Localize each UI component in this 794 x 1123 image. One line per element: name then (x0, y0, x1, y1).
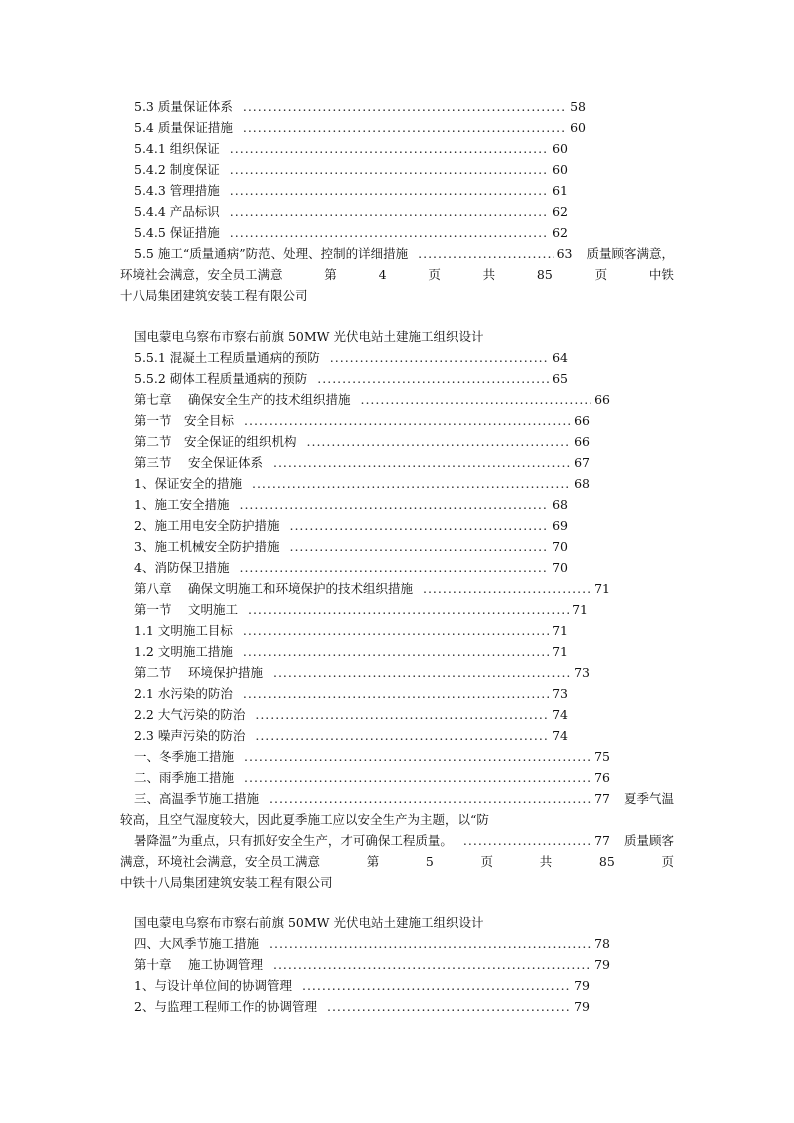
footer-word: 页 (594, 267, 608, 282)
toc-page: 70 (552, 539, 568, 554)
toc-page: 71 (552, 623, 568, 638)
toc-page: 62 (552, 225, 568, 240)
toc-page: 68 (574, 476, 590, 491)
toc-entry (134, 706, 568, 724)
toc-label: 第二节 安全保证的组织机构 (134, 434, 297, 449)
toc-page: 79 (574, 978, 590, 993)
toc-page: 66 (574, 413, 590, 428)
toc-page: 66 (594, 392, 610, 407)
toc-entry (134, 475, 590, 493)
running-footer-text: 质量顾客 (623, 833, 674, 848)
footer-company-start: 中铁 (648, 267, 674, 282)
toc-entry (134, 224, 568, 242)
toc-label: 第二节 环境保护措施 (134, 665, 263, 680)
toc-label: 5.4.2 制度保证 (134, 162, 220, 177)
toc-entry (134, 119, 586, 137)
toc-leader (244, 769, 591, 787)
toc-entry (134, 161, 568, 179)
toc-label: 1.1 文明施工目标 (134, 623, 233, 638)
toc-leader (239, 496, 549, 514)
toc-label: 1、施工安全措施 (134, 497, 230, 512)
toc-entry (134, 685, 568, 703)
toc-label: 5.5.1 混凝土工程质量通病的预防 (134, 350, 320, 365)
toc-entry (134, 664, 590, 682)
toc-label: 暑降温”为重点，只有抓好安全生产，才可确保工程质量。 (134, 833, 453, 848)
page-header: 国电蒙电乌察布市察右前旗 50MW 光伏电站土建施工组织设计 (134, 329, 484, 344)
toc-label: 2.3 噪声污染的防治 (134, 728, 246, 743)
toc-page: 60 (552, 141, 568, 156)
toc-entry (134, 245, 674, 263)
toc-page: 70 (552, 560, 568, 575)
body-paragraph-line: 较高，且空气湿度较大，因此夏季施工应以安全生产为主题，以“防 (120, 812, 489, 827)
footer-word: 第 (366, 854, 380, 869)
footer-page-number: 5 (425, 854, 434, 869)
toc-leader (302, 977, 571, 995)
page-footer (120, 266, 674, 284)
toc-page: 60 (552, 162, 568, 177)
toc-label: 4、消防保卫措施 (134, 560, 230, 575)
toc-leader (273, 454, 571, 472)
toc-entry (134, 538, 568, 556)
toc-label: 1.2 文明施工措施 (134, 644, 233, 659)
toc-label: 二、雨季施工措施 (134, 770, 235, 785)
toc-label: 第三节 安全保证体系 (134, 455, 263, 470)
toc-entry (134, 790, 674, 808)
toc-leader (317, 370, 549, 388)
footer-word: 共 (539, 854, 553, 869)
toc-page: 73 (552, 686, 568, 701)
toc-leader (289, 517, 549, 535)
toc-entry (134, 433, 590, 451)
toc-entry (134, 412, 590, 430)
toc-entry (134, 580, 610, 598)
toc-entry (134, 998, 590, 1016)
toc-label: 2.1 水污染的防治 (134, 686, 233, 701)
toc-page: 61 (552, 183, 568, 198)
toc-page: 71 (594, 581, 610, 596)
toc-leader (327, 998, 571, 1016)
toc-page: 75 (594, 749, 610, 764)
toc-label: 3、施工机械安全防护措施 (134, 539, 280, 554)
toc-page: 74 (552, 707, 568, 722)
toc-entry (134, 622, 568, 640)
toc-entry (134, 349, 568, 367)
toc-page: 58 (570, 99, 586, 114)
toc-label: 2、与监理工程师工作的协调管理 (134, 999, 317, 1014)
toc-leader (269, 935, 591, 953)
footer-word: 第 (324, 267, 337, 282)
toc-leader (239, 559, 549, 577)
toc-page: 71 (572, 602, 588, 617)
toc-leader (230, 161, 549, 179)
toc-label: 5.5.2 砌体工程质量通病的预防 (134, 371, 308, 386)
footer-company: 十八局集团建筑安装工程有限公司 (120, 288, 308, 303)
toc-entry (134, 496, 568, 514)
toc-entry (134, 370, 568, 388)
toc-page: 63 (556, 246, 573, 261)
toc-leader (255, 706, 549, 724)
toc-page: 69 (552, 518, 568, 533)
toc-label: 四、大风季节施工措施 (134, 936, 260, 951)
toc-leader (248, 601, 569, 619)
toc-leader (252, 475, 571, 493)
toc-leader (243, 685, 549, 703)
toc-entry (134, 454, 590, 472)
toc-leader (243, 643, 549, 661)
toc-page: 77 (594, 833, 610, 848)
footer-word: 共 (482, 267, 496, 282)
toc-leader (273, 664, 571, 682)
toc-leader (243, 98, 567, 116)
toc-page: 73 (574, 665, 590, 680)
toc-label: 5.4.5 保证措施 (134, 225, 220, 240)
toc-entry (134, 517, 568, 535)
page-footer (120, 853, 674, 871)
toc-label: 5.4.3 管理措施 (134, 183, 220, 198)
toc-page: 76 (594, 770, 610, 785)
toc-entry (134, 832, 674, 850)
toc-entry (134, 140, 568, 158)
footer-word: 页 (428, 267, 441, 282)
toc-entry (134, 559, 568, 577)
toc-page: 71 (552, 644, 568, 659)
toc-entry (134, 203, 568, 221)
toc-label: 第一节 安全目标 (134, 413, 235, 428)
toc-leader (243, 622, 549, 640)
toc-label: 2、施工用电安全防护措施 (134, 518, 280, 533)
toc-entry (134, 977, 590, 995)
toc-label: 5.4.1 组织保证 (134, 141, 220, 156)
toc-label: 1、保证安全的措施 (134, 476, 242, 491)
toc-label: 一、冬季施工措施 (134, 749, 235, 764)
toc-label: 第一节 文明施工 (134, 602, 238, 617)
toc-label: 5.3 质量保证体系 (134, 99, 233, 114)
toc-label: 第十章 施工协调管理 (134, 957, 263, 972)
toc-page: 62 (552, 204, 568, 219)
toc-entry (134, 643, 568, 661)
footer-company: 中铁十八局集团建筑安装工程有限公司 (120, 875, 333, 890)
toc-entry (134, 182, 568, 200)
toc-leader (307, 433, 572, 451)
toc-leader (230, 182, 549, 200)
footer-page-number: 4 (378, 267, 387, 282)
toc-leader (273, 956, 591, 974)
toc-entry (134, 956, 610, 974)
toc-page: 60 (570, 120, 586, 135)
footer-word: 页 (480, 854, 494, 869)
toc-leader (244, 412, 571, 430)
toc-label: 5.4.4 产品标识 (134, 204, 220, 219)
toc-entry (134, 748, 610, 766)
toc-leader (289, 538, 549, 556)
footer-word: 页 (661, 854, 674, 869)
toc-leader (269, 790, 591, 808)
toc-page: 79 (594, 957, 610, 972)
toc-leader (463, 832, 591, 850)
toc-entry (134, 98, 586, 116)
toc-page: 64 (552, 350, 568, 365)
toc-leader (360, 391, 591, 409)
toc-page: 67 (574, 455, 590, 470)
toc-leader (330, 349, 549, 367)
toc-label: 2.2 大气污染的防治 (134, 707, 246, 722)
footer-slogan: 环境社会满意，安全员工满意 (120, 267, 283, 282)
toc-leader (230, 224, 549, 242)
page-header: 国电蒙电乌察布市察右前旗 50MW 光伏电站土建施工组织设计 (134, 915, 484, 930)
toc-leader (255, 727, 549, 745)
toc-page: 66 (574, 434, 590, 449)
toc-page: 74 (552, 728, 568, 743)
toc-label: 5.4 质量保证措施 (134, 120, 233, 135)
toc-leader (244, 748, 591, 766)
footer-page-total: 85 (536, 267, 553, 282)
toc-label: 三、高温季节施工措施 (134, 791, 260, 806)
toc-entry (134, 769, 610, 787)
toc-label: 5.5 施工“质量通病”防范、处理、控制的详细措施 (134, 246, 409, 261)
toc-page: 68 (552, 497, 568, 512)
toc-label: 1、与设计单位间的协调管理 (134, 978, 292, 993)
toc-page: 65 (552, 371, 568, 386)
toc-entry (134, 727, 568, 745)
toc-entry (134, 601, 588, 619)
toc-leader (243, 119, 567, 137)
running-footer-text: 夏季气温 (623, 791, 674, 806)
toc-entry (134, 391, 610, 409)
toc-page: 77 (594, 791, 610, 806)
toc-leader (418, 245, 553, 263)
toc-entry (134, 935, 610, 953)
toc-label: 第七章 确保安全生产的技术组织措施 (134, 392, 351, 407)
toc-page: 78 (594, 936, 610, 951)
toc-leader (423, 580, 591, 598)
toc-label: 第八章 确保文明施工和环境保护的技术组织措施 (134, 581, 413, 596)
footer-page-total: 85 (598, 854, 615, 869)
running-footer-text: 质量顾客满意， (586, 246, 674, 261)
toc-page: 79 (574, 999, 590, 1014)
footer-slogan: 满意，环境社会满意，安全员工满意 (120, 854, 321, 869)
toc-leader (230, 203, 549, 221)
toc-leader (230, 140, 549, 158)
